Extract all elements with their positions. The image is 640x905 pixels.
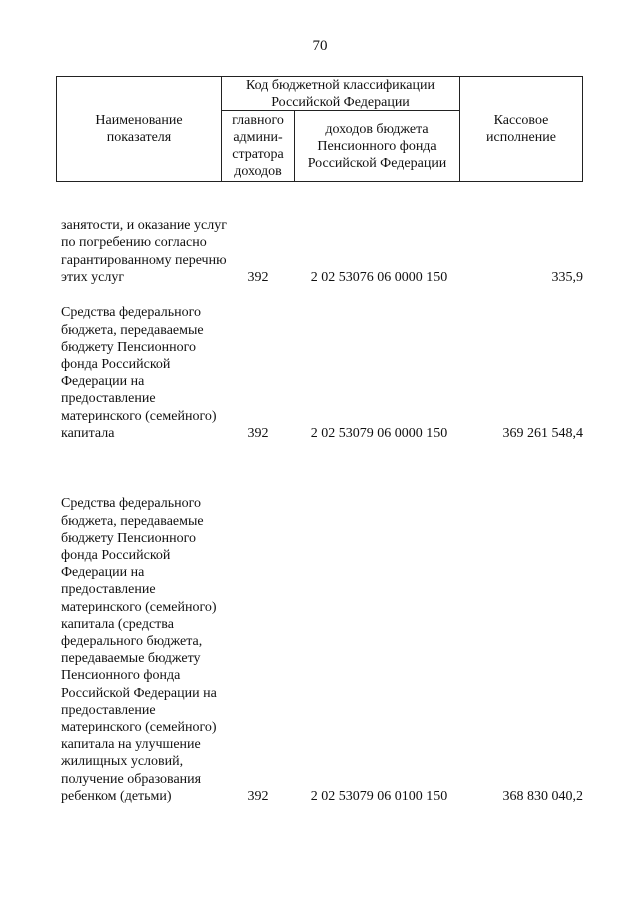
table-row xyxy=(0,459,640,805)
row-income-code: 2 02 53079 06 0000 150 xyxy=(310,425,448,441)
table-row xyxy=(0,199,640,286)
header-name-column: Наименование показателя xyxy=(95,113,183,145)
row-name: Средства федерального бюджета, передаваемые бюджету Пенсионного фонда Российской Федерации на предоставление материнского (семейного) капитала (средства федерального бюджета, передаваемые бюджету Пенсионного фонда Российской Федерации на предоставление материнского (семейного) капитала на улучшение жилищных условий, получение образования ребенком (детьми) xyxy=(61,496,217,804)
header-admin-column: главного админи-стратора доходов xyxy=(232,113,284,179)
header-income-column: доходов бюджета Пенсионного фонда Российской Федерации xyxy=(307,121,447,171)
table-row xyxy=(0,302,640,442)
row-admin-code: 392 xyxy=(247,425,269,441)
table-header xyxy=(56,76,583,182)
header-budget-code-group: Код бюджетной классификации Российской Федерации xyxy=(246,77,435,110)
row-name: занятости, и оказание услуг по погребению согласно гарантированному перечню этих услуг xyxy=(61,218,227,285)
row-amount: 335,9 xyxy=(551,269,583,285)
page-number: 70 xyxy=(312,38,328,54)
row-income-code: 2 02 53076 06 0000 150 xyxy=(310,269,448,285)
header-cash-column: Кассовое исполнение xyxy=(486,113,556,145)
row-income-code: 2 02 53079 06 0100 150 xyxy=(310,788,448,804)
row-admin-code: 392 xyxy=(247,269,269,285)
row-amount: 369 261 548,4 xyxy=(502,425,583,441)
row-name: Средства федерального бюджета, передаваемые бюджету Пенсионного фонда Российской Федерации на предоставление материнского (семейного) капитала xyxy=(61,305,217,441)
row-admin-code: 392 xyxy=(247,788,269,804)
row-amount: 368 830 040,2 xyxy=(502,788,583,804)
